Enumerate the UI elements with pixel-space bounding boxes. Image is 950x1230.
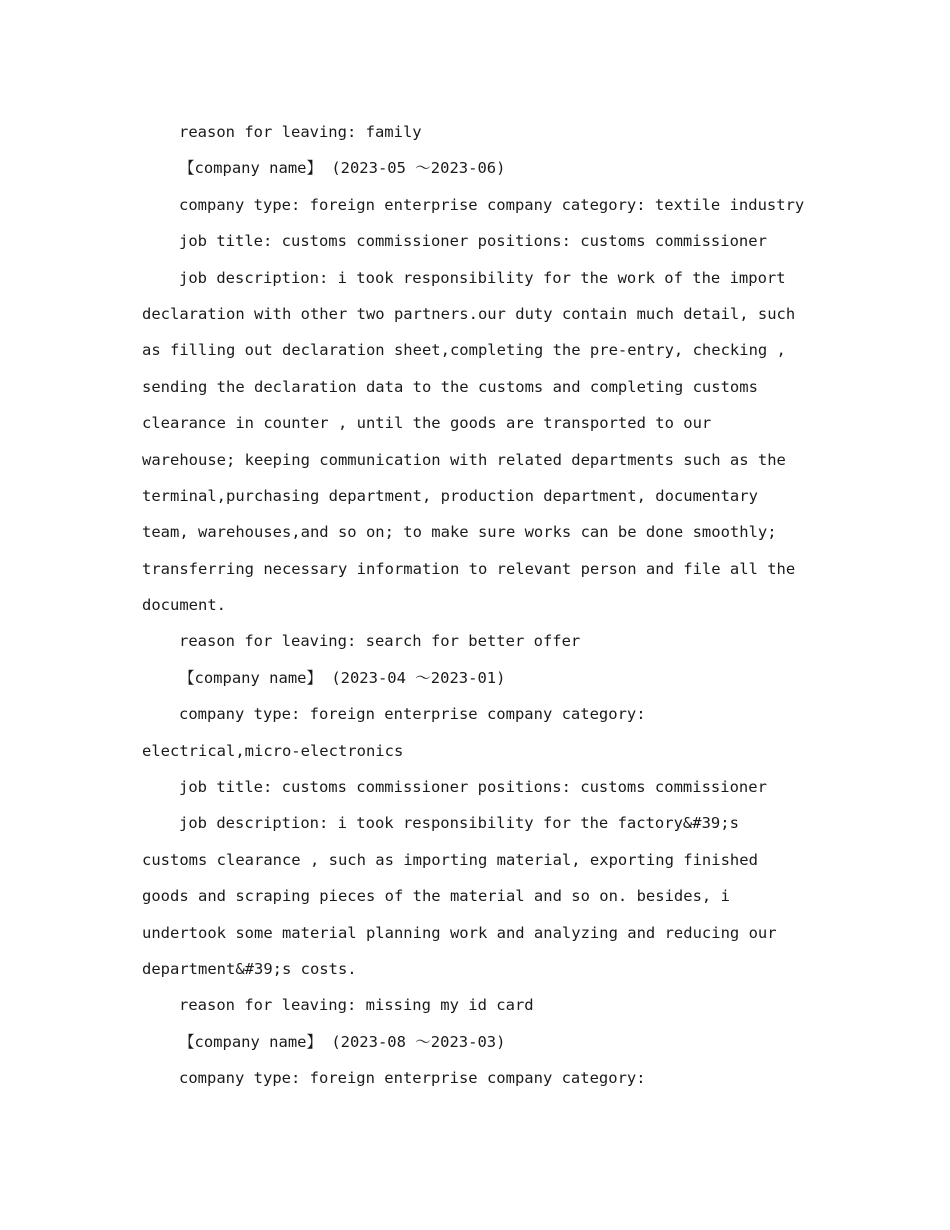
- text-line: goods and scraping pieces of the material and so on. besides, i: [142, 887, 730, 906]
- text-line: warehouse; keeping communication with related departments such as the: [142, 450, 786, 469]
- text-line: company type: foreign enterprise company category:: [179, 705, 646, 724]
- text-line: job title: customs commissioner positions: customs commissioner: [179, 778, 767, 797]
- text-line: job description: i took responsibility for the factory&#39;s: [179, 814, 739, 833]
- text-line: job title: customs commissioner positions: customs commissioner: [179, 232, 767, 251]
- text-line: customs clearance , such as importing material, exporting finished: [142, 850, 758, 869]
- text-line: job description: i took responsibility for the work of the import: [179, 268, 786, 287]
- text-line: terminal,purchasing department, production department, documentary: [142, 486, 758, 505]
- document-body: [142, 114, 832, 1097]
- text-line: as filling out declaration sheet,completing the pre-entry, checking ,: [142, 341, 786, 360]
- text-line: department&#39;s costs.: [142, 959, 357, 978]
- text-line: reason for leaving: missing my id card: [179, 996, 534, 1015]
- text-line: 【company name】 (2023-04 ～2023-01): [179, 668, 506, 687]
- text-line: sending the declaration data to the customs and completing customs: [142, 377, 758, 396]
- text-line: transferring necessary information to relevant person and file all the: [142, 559, 796, 578]
- text-line: 【company name】 (2023-05 ～2023-06): [179, 159, 506, 178]
- text-line: 【company name】 (2023-08 ～2023-03): [179, 1032, 506, 1051]
- text-line: clearance in counter , until the goods are transported to our: [142, 414, 712, 433]
- text-line: team, warehouses,and so on; to make sure works can be done smoothly;: [142, 523, 777, 542]
- text-line: company type: foreign enterprise company category: textile industry: [179, 195, 805, 214]
- text-line: document.: [142, 596, 226, 615]
- text-line: electrical,micro-electronics: [142, 741, 404, 760]
- text-line: company type: foreign enterprise company category:: [179, 1069, 646, 1088]
- text-line: reason for leaving: family: [179, 123, 422, 141]
- text-line: declaration with other two partners.our duty contain much detail, such: [142, 304, 796, 323]
- text-line: reason for leaving: search for better offer: [179, 632, 581, 651]
- text-line: undertook some material planning work and analyzing and reducing our: [142, 923, 777, 942]
